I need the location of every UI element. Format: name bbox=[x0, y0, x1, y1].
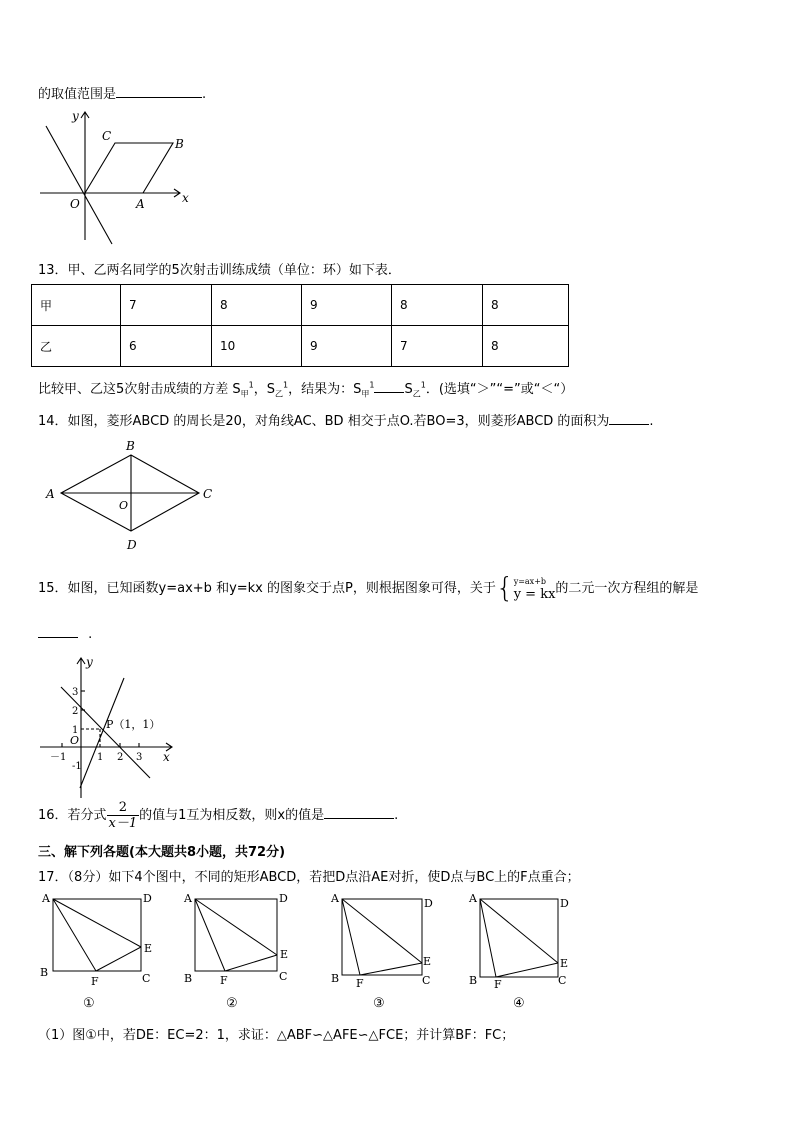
q17-figure-4 bbox=[465, 890, 590, 1015]
section-heading: 三、解下列各题(本大题共8小题，共72分) bbox=[38, 845, 286, 860]
label-d: D bbox=[560, 897, 569, 910]
label-a: A bbox=[136, 197, 145, 211]
label-b: B bbox=[469, 974, 478, 987]
answer-blank bbox=[324, 806, 394, 819]
q17-part1: （1）图①中，若DE：EC=2：1，求证：△ABF∽△AFE∽△FCE；并计算BF：FC； bbox=[38, 1028, 515, 1043]
figure-number: ① bbox=[83, 996, 95, 1011]
segment-af bbox=[53, 899, 96, 971]
table-cell: 8 bbox=[212, 285, 302, 326]
table-cell: 10 bbox=[212, 326, 302, 367]
label-b: B bbox=[40, 966, 49, 979]
rectangle-abcd bbox=[342, 899, 422, 975]
q14-rhombus-figure bbox=[40, 438, 230, 553]
segment-fe bbox=[225, 955, 277, 971]
label-e: E bbox=[560, 957, 569, 970]
table-cell: 6 bbox=[121, 326, 212, 367]
table-cell: 8 bbox=[483, 285, 569, 326]
table-cell: 8 bbox=[392, 285, 483, 326]
label-c: C bbox=[102, 129, 112, 143]
label-d: D bbox=[143, 892, 152, 905]
tick-label-x3: 3 bbox=[136, 752, 143, 763]
q17-text: 17．（8分）如下4个图中，不同的矩形ABCD，若把D点沿AE对折，使D点与BC上的F点重合； bbox=[38, 870, 580, 885]
label-y: y bbox=[86, 655, 93, 669]
score-table bbox=[31, 284, 569, 367]
q17-figure-3 bbox=[327, 890, 452, 1015]
table-cell: 9 bbox=[302, 285, 392, 326]
label-f: F bbox=[220, 974, 228, 987]
label-c: C bbox=[558, 974, 567, 987]
label-a: A bbox=[469, 892, 477, 905]
answer-blank bbox=[374, 380, 404, 393]
line-through-origin bbox=[46, 126, 112, 244]
q12-text: 的取值范围是 . bbox=[38, 87, 207, 102]
table-cell: 9 bbox=[302, 326, 392, 367]
q13-text: 13．甲、乙两名同学的5次射击训练成绩（单位：环）如下表． bbox=[38, 263, 401, 278]
label-c: C bbox=[203, 487, 213, 501]
row-name: 甲 bbox=[32, 285, 121, 326]
q17-figure-2 bbox=[180, 890, 305, 1015]
figure-number: ④ bbox=[513, 996, 525, 1011]
label-o: O bbox=[119, 499, 129, 512]
q13-compare: 比较甲、乙这5次射击成绩的方差 $S_甲^1$，$S_乙^1$，结果为：$S_甲^1$ $S_乙^1$．(选填“＞”“=”或“＜“） bbox=[38, 380, 574, 399]
answer-blank bbox=[116, 85, 202, 98]
label-x: x bbox=[163, 750, 170, 764]
label-e: E bbox=[280, 948, 289, 961]
segment-af bbox=[342, 899, 360, 975]
segment-fe bbox=[96, 947, 141, 971]
label-b: B bbox=[184, 972, 193, 985]
q17-figure-1 bbox=[38, 890, 163, 1015]
label-o: O bbox=[70, 197, 80, 211]
answer-blank bbox=[38, 625, 78, 638]
rectangle-abcd bbox=[195, 899, 277, 971]
line-y-kx bbox=[80, 678, 124, 788]
tick-label-y2: 2 bbox=[72, 706, 79, 717]
label-b: B bbox=[175, 137, 184, 151]
fold-line-ae bbox=[342, 899, 422, 963]
q12-figure bbox=[30, 106, 200, 248]
table-cell: 8 bbox=[483, 326, 569, 367]
label-f: F bbox=[494, 978, 502, 991]
label-a: A bbox=[46, 487, 55, 501]
label-a: A bbox=[331, 892, 339, 905]
q15-answer: . bbox=[38, 625, 92, 642]
label-d: D bbox=[279, 892, 288, 905]
label-d: D bbox=[424, 897, 433, 910]
answer-blank bbox=[609, 412, 649, 425]
parallelogram-ocba bbox=[85, 143, 173, 193]
fold-line-ae bbox=[53, 899, 141, 947]
segment-fe bbox=[360, 963, 422, 975]
tick-label-ym1: -1 bbox=[72, 761, 82, 772]
fold-line-ae bbox=[195, 899, 277, 955]
tick-label-y3: 3 bbox=[72, 687, 79, 698]
row-name: 乙 bbox=[32, 326, 121, 367]
label-c: C bbox=[422, 974, 431, 987]
label-f: F bbox=[356, 977, 364, 990]
tick-label-x1: 1 bbox=[97, 752, 104, 763]
tick-label-y1: 1 bbox=[72, 725, 79, 736]
figure-number: ③ bbox=[373, 996, 385, 1011]
figure-number: ② bbox=[226, 996, 238, 1011]
q15-text: 15．如图，已知函数y=ax+b 和y=kx 的图象交于点P，则根据图象可得，关于{ y=ax+b y = kx 的二元一次方程组的解是 bbox=[38, 570, 698, 607]
fraction: $\frac{2}{x-1}$ bbox=[108, 800, 138, 831]
fold-line-ae bbox=[480, 899, 558, 963]
label-p: P（1，1） bbox=[106, 718, 161, 731]
segment-fe bbox=[496, 963, 558, 977]
table-cell: 7 bbox=[392, 326, 483, 367]
label-d: D bbox=[127, 538, 137, 552]
rectangle-abcd bbox=[53, 899, 141, 971]
label-e: E bbox=[423, 955, 432, 968]
label-a: A bbox=[42, 892, 50, 905]
tick-label-x2: 2 bbox=[117, 752, 124, 763]
label-x: x bbox=[182, 191, 189, 205]
label-e: E bbox=[144, 942, 153, 955]
label-a: A bbox=[184, 892, 192, 905]
label-f: F bbox=[91, 975, 99, 988]
table-row bbox=[32, 285, 569, 326]
tick-label-xm1: －1 bbox=[50, 752, 67, 763]
label-y: y bbox=[72, 109, 79, 123]
label-b: B bbox=[331, 972, 340, 985]
label-c: C bbox=[142, 972, 151, 985]
table-row bbox=[32, 326, 569, 367]
table-cell: 7 bbox=[121, 285, 212, 326]
label-b: B bbox=[126, 439, 135, 453]
q14-text: 14．如图，菱形ABCD 的周长是20，对角线AC、BD 相交于点O.若BO=3，则菱形ABCD 的面积为 . bbox=[38, 414, 654, 429]
q15-graph-figure bbox=[36, 652, 181, 802]
label-c: C bbox=[279, 970, 288, 983]
label-o: O bbox=[70, 734, 80, 747]
q16-text: 16．若分式 $\frac{2}{x-1}$ 的值与1互为相反数，则x的值是 . bbox=[38, 800, 399, 831]
equation-system: { y=ax+b y = kx bbox=[495, 571, 556, 604]
